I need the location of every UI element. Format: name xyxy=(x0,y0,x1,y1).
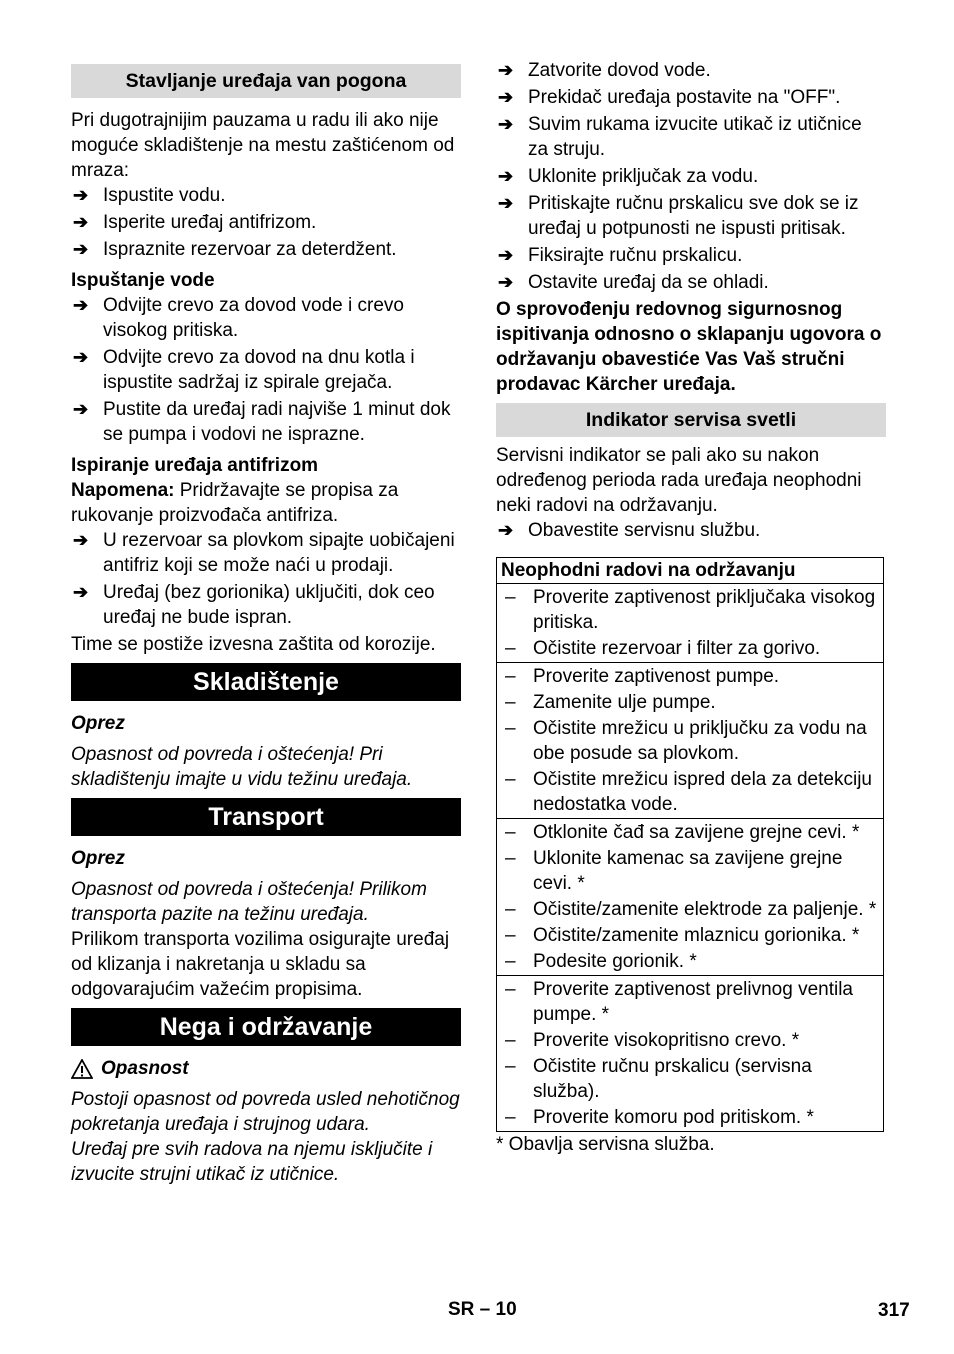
arrow-icon: ➔ xyxy=(498,520,514,540)
transport-caution-text: Opasnost od povreda i oštećenja! Prilikom transporta pazite na težinu uređaja. xyxy=(71,879,427,925)
list-item: ➔ Uređaj (bez gorionika) uključiti, dok ceo uređaj ne bude ispran. xyxy=(73,582,435,628)
list-item: ➔ Isperite uređaj antifrizom. xyxy=(73,212,317,233)
transport-text: Prilikom transporta vozilima osigurajte uređaj od klizanja i nakretanja u skladu sa odgovarajućim važećim propisima. xyxy=(71,929,450,1000)
danger-heading xyxy=(71,1056,461,1081)
prep-steps xyxy=(496,58,886,295)
list-item: – Proverite zaptivenost pumpe. xyxy=(505,666,780,687)
table-row xyxy=(497,819,884,976)
list-item: ➔ Ispraznite rezervoar za deterdžent. xyxy=(73,239,397,260)
list-item: – Proverite zaptivenost priključaka visokog pritiska. xyxy=(505,587,876,633)
section-title-storage: Skladištenje xyxy=(71,663,461,701)
section-title-indicator: Indikator servisa svetli xyxy=(496,403,886,437)
transport-caution-label: Oprez xyxy=(71,848,125,869)
list-item: ➔ Odvijte crevo za dovod vode i crevo visokog pritiska. xyxy=(73,295,404,341)
footer-page-number: 317 xyxy=(878,1300,910,1321)
flush-title: Ispiranje uređaja antifrizom xyxy=(71,455,319,476)
drain-steps xyxy=(71,293,461,447)
list-item: – Očistite mrežicu ispred dela za detekciju nedostatka vode. xyxy=(505,769,872,815)
table-footnote: * Obavlja servisna služba. xyxy=(496,1134,715,1155)
danger-text-2: Uređaj pre svih radova na njemu isključite i izvucite strujni utikač iz utičnice. xyxy=(71,1139,433,1185)
decommission-intro: Pri dugotrajnijim pauzama u radu ili ako nije moguće skladištenje na mestu zaštićenom od mraza: xyxy=(71,110,455,181)
arrow-icon: ➔ xyxy=(498,87,514,107)
list-item: – Očistite rezervoar i filter za gorivo. xyxy=(505,638,821,659)
arrow-icon: ➔ xyxy=(73,295,89,315)
list-item: – Podesite gorionik. * xyxy=(505,951,697,972)
drain-title: Ispuštanje vode xyxy=(71,270,215,291)
danger-label: Opasnost xyxy=(101,1058,189,1079)
arrow-icon: ➔ xyxy=(498,166,514,186)
arrow-icon: ➔ xyxy=(73,239,89,259)
arrow-icon: ➔ xyxy=(498,114,514,134)
right-column xyxy=(496,58,886,1157)
list-item: ➔ Pritiskajte ručnu prskalicu sve dok se iz uređaj u potpunosti ne ispusti pritisak. xyxy=(498,193,859,239)
list-item: ➔ Ispustite vodu. xyxy=(73,185,226,206)
list-item: – Očistite/zamenite mlaznicu gorionika. * xyxy=(505,925,860,946)
decommission-steps xyxy=(71,183,461,262)
arrow-icon: ➔ xyxy=(498,193,514,213)
danger-text-1: Postoji opasnost od povreda usled nehotičnog pokretanja uređaja i strujnog udara. xyxy=(71,1089,460,1135)
list-item: ➔ Ostavite uređaj da se ohladi. xyxy=(498,272,769,293)
table-row xyxy=(497,663,884,819)
flush-steps xyxy=(71,528,461,630)
arrow-icon: ➔ xyxy=(498,245,514,265)
storage-caution-text: Opasnost od povreda i oštećenja! Pri skladištenju imajte u vidu težinu uređaja. xyxy=(71,744,413,790)
maintenance-table xyxy=(496,557,884,1132)
arrow-icon: ➔ xyxy=(73,399,89,419)
list-item: – Proverite komoru pod pritiskom. * xyxy=(505,1107,814,1128)
list-item: – Uklonite kamenac sa zavijene grejne cevi. * xyxy=(505,848,843,894)
list-item: – Očistite/zamenite elektrode za paljenje. * xyxy=(505,899,877,920)
list-item: ➔ Uklonite priključak za vodu. xyxy=(498,166,759,187)
arrow-icon: ➔ xyxy=(498,272,514,292)
table-row xyxy=(497,976,884,1132)
storage-caution-label: Oprez xyxy=(71,713,125,734)
list-item: – Očistite mrežicu u priključku za vodu na obe posude sa plovkom. xyxy=(505,718,867,764)
flush-result: Time se postiže izvesna zaštita od korozije. xyxy=(71,634,436,655)
list-item: ➔ Prekidač uređaja postavite na "OFF". xyxy=(498,87,841,108)
left-column xyxy=(71,58,461,1187)
section-title-care: Nega i održavanje xyxy=(71,1008,461,1046)
table-row xyxy=(497,584,884,663)
list-item: ➔ Obavestite servisnu službu. xyxy=(498,520,761,541)
warning-triangle-icon xyxy=(71,1059,93,1079)
list-item: ➔ Pustite da uređaj radi najviše 1 minut dok se pumpa i vodovi ne isprazne. xyxy=(73,399,451,445)
arrow-icon: ➔ xyxy=(73,212,89,232)
list-item: – Zamenite ulje pumpe. xyxy=(505,692,716,713)
list-item: – Očistite ručnu prskalicu (servisna služba). xyxy=(505,1056,812,1102)
arrow-icon: ➔ xyxy=(73,347,89,367)
list-item: – Otklonite čađ sa zavijene grejne cevi. * xyxy=(505,822,860,843)
section-title-transport: Transport xyxy=(71,798,461,836)
note-label: Napomena: xyxy=(71,480,175,501)
list-item: ➔ Fiksirajte ručnu prskalicu. xyxy=(498,245,743,266)
note-text: Pridržavajte se propisa za rukovanje proizvođača antifriza. xyxy=(71,480,399,526)
list-item: ➔ Zatvorite dovod vode. xyxy=(498,60,711,81)
section-title-decommission: Stavljanje uređaja van pogona xyxy=(71,64,461,98)
arrow-icon: ➔ xyxy=(73,185,89,205)
maintenance-table-header: Neophodni radovi na održavanju xyxy=(497,558,884,584)
indicator-steps xyxy=(496,518,886,543)
arrow-icon: ➔ xyxy=(498,60,514,80)
footer-language-page: SR – 10 xyxy=(448,1299,517,1320)
indicator-text: Servisni indikator se pali ako su nakon određenog perioda rada uređaja neophodni neki radovi na održavanju. xyxy=(496,445,862,516)
note xyxy=(71,478,461,528)
contract-text: O sprovođenju redovnog sigurnosnog ispitivanja odnosno o sklapanju ugovora o održavanju obavestiće Vas Vaš stručni prodavac Kärcher uređaja. xyxy=(496,299,882,395)
list-item: – Proverite visokopritisno crevo. * xyxy=(505,1030,800,1051)
list-item: – Proverite zaptivenost prelivnog ventila pumpe. * xyxy=(505,979,854,1025)
list-item: ➔ Suvim rukama izvucite utikač iz utičnice za struju. xyxy=(498,114,862,160)
list-item: ➔ U rezervoar sa plovkom sipajte uobičajeni antifriz koji se može naći u prodaji. xyxy=(73,530,455,576)
arrow-icon: ➔ xyxy=(73,582,89,602)
list-item: ➔ Odvijte crevo za dovod na dnu kotla i ispustite sadržaj iz spirale grejača. xyxy=(73,347,415,393)
arrow-icon: ➔ xyxy=(73,530,89,550)
